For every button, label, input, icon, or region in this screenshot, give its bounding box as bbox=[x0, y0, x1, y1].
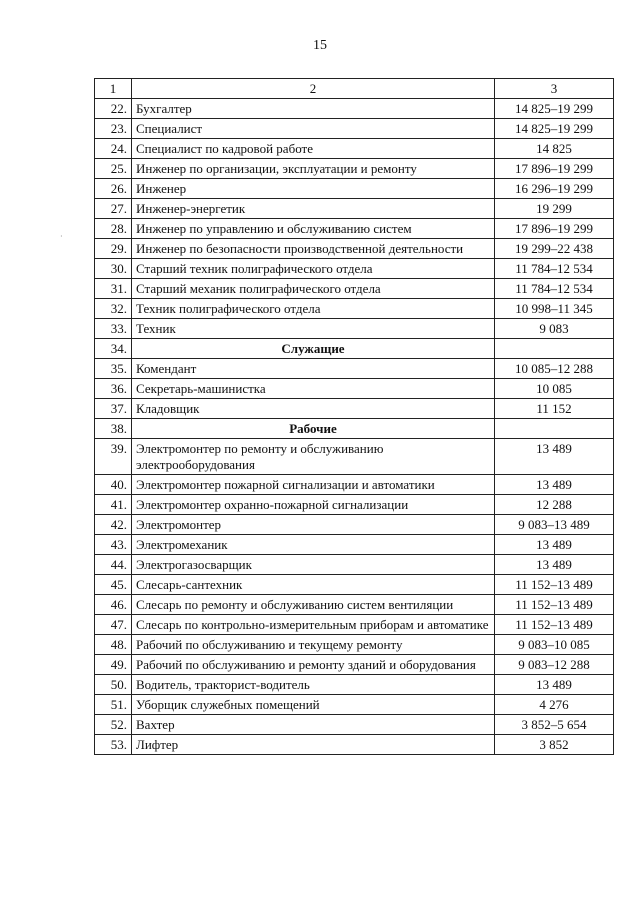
salary-value: 17 896–19 299 bbox=[495, 159, 614, 179]
position-name: Специалист bbox=[132, 119, 495, 139]
position-name: Специалист по кадровой работе bbox=[132, 139, 495, 159]
row-number: 50. bbox=[95, 675, 132, 695]
salary-value: 14 825 bbox=[495, 139, 614, 159]
table-row bbox=[95, 219, 614, 239]
page-number: 15 bbox=[313, 38, 327, 53]
salary-value: 11 152–13 489 bbox=[495, 615, 614, 635]
salary-value: 9 083–13 489 bbox=[495, 515, 614, 535]
row-number: 34. bbox=[95, 339, 132, 359]
header-cell-value: 3 bbox=[495, 79, 614, 99]
salary-value: 16 296–19 299 bbox=[495, 179, 614, 199]
salary-value: 12 288 bbox=[495, 495, 614, 515]
salary-value: 9 083 bbox=[495, 319, 614, 339]
position-name: Инженер по управлению и обслуживанию систем bbox=[132, 219, 495, 239]
section-row bbox=[95, 419, 614, 439]
position-name: Слесарь по ремонту и обслуживанию систем вентиляции bbox=[132, 595, 495, 615]
table-row bbox=[95, 635, 614, 655]
salary-value: 14 825–19 299 bbox=[495, 119, 614, 139]
table-row bbox=[95, 359, 614, 379]
position-name: Электромонтер пожарной сигнализации и автоматики bbox=[132, 475, 495, 495]
table-row bbox=[95, 319, 614, 339]
salary-value: 9 083–12 288 bbox=[495, 655, 614, 675]
row-number: 35. bbox=[95, 359, 132, 379]
salary-value: 10 085–12 288 bbox=[495, 359, 614, 379]
table-row bbox=[95, 715, 614, 735]
table-row bbox=[95, 655, 614, 675]
salary-value: 13 489 bbox=[495, 675, 614, 695]
salary-value: 4 276 bbox=[495, 695, 614, 715]
row-number: 40. bbox=[95, 475, 132, 495]
table-row bbox=[95, 379, 614, 399]
row-number: 33. bbox=[95, 319, 132, 339]
salary-value: 19 299 bbox=[495, 199, 614, 219]
margin-mark: · bbox=[60, 232, 63, 241]
table-row bbox=[95, 139, 614, 159]
row-number: 22. bbox=[95, 99, 132, 119]
position-name: Инженер bbox=[132, 179, 495, 199]
row-number: 38. bbox=[95, 419, 132, 439]
position-name: Бухгалтер bbox=[132, 99, 495, 119]
row-number: 25. bbox=[95, 159, 132, 179]
header-cell-name: 2 bbox=[132, 79, 495, 99]
table-row bbox=[95, 555, 614, 575]
position-name: Слесарь-сантехник bbox=[132, 575, 495, 595]
table-row bbox=[95, 119, 614, 139]
row-number: 43. bbox=[95, 535, 132, 555]
position-name: Рабочий по обслуживанию и текущему ремонту bbox=[132, 635, 495, 655]
row-number: 42. bbox=[95, 515, 132, 535]
table-row bbox=[95, 695, 614, 715]
table-row bbox=[95, 575, 614, 595]
row-number: 30. bbox=[95, 259, 132, 279]
row-number: 41. bbox=[95, 495, 132, 515]
table-row bbox=[95, 515, 614, 535]
salary-value: 13 489 bbox=[495, 439, 614, 475]
section-title: Рабочие bbox=[132, 419, 495, 439]
table-row bbox=[95, 475, 614, 495]
table-row bbox=[95, 535, 614, 555]
salary-value: 11 152 bbox=[495, 399, 614, 419]
position-name: Электрогазосварщик bbox=[132, 555, 495, 575]
salary-value: 13 489 bbox=[495, 555, 614, 575]
salary-value: 10 998–11 345 bbox=[495, 299, 614, 319]
position-name: Электромеханик bbox=[132, 535, 495, 555]
position-name: Инженер по безопасности производственной деятельности bbox=[132, 239, 495, 259]
row-number: 36. bbox=[95, 379, 132, 399]
position-name: Старший механик полиграфического отдела bbox=[132, 279, 495, 299]
position-name: Комендант bbox=[132, 359, 495, 379]
salary-value bbox=[495, 419, 614, 439]
table-row bbox=[95, 615, 614, 635]
row-number: 37. bbox=[95, 399, 132, 419]
row-number: 32. bbox=[95, 299, 132, 319]
row-number: 51. bbox=[95, 695, 132, 715]
salary-value: 13 489 bbox=[495, 475, 614, 495]
row-number: 28. bbox=[95, 219, 132, 239]
table-row bbox=[95, 595, 614, 615]
position-name: Инженер по организации, эксплуатации и ремонту bbox=[132, 159, 495, 179]
salary-value: 9 083–10 085 bbox=[495, 635, 614, 655]
row-number: 52. bbox=[95, 715, 132, 735]
header-cell-num: 1 bbox=[95, 79, 132, 99]
position-name: Техник bbox=[132, 319, 495, 339]
row-number: 23. bbox=[95, 119, 132, 139]
table-row bbox=[95, 279, 614, 299]
table-row bbox=[95, 99, 614, 119]
table-header-row bbox=[95, 79, 614, 99]
salary-value: 11 152–13 489 bbox=[495, 575, 614, 595]
table-row bbox=[95, 399, 614, 419]
row-number: 26. bbox=[95, 179, 132, 199]
position-name: Электромонтер bbox=[132, 515, 495, 535]
table-row bbox=[95, 259, 614, 279]
row-number: 45. bbox=[95, 575, 132, 595]
salary-value: 11 152–13 489 bbox=[495, 595, 614, 615]
row-number: 53. bbox=[95, 735, 132, 755]
position-name: Рабочий по обслуживанию и ремонту зданий и оборудования bbox=[132, 655, 495, 675]
position-name: Водитель, тракторист-водитель bbox=[132, 675, 495, 695]
position-name: Старший техник полиграфического отдела bbox=[132, 259, 495, 279]
position-name: Техник полиграфического отдела bbox=[132, 299, 495, 319]
position-name: Лифтер bbox=[132, 735, 495, 755]
position-name: Электромонтер охранно-пожарной сигнализации bbox=[132, 495, 495, 515]
salary-value: 19 299–22 438 bbox=[495, 239, 614, 259]
position-name: Секретарь-машинистка bbox=[132, 379, 495, 399]
row-number: 31. bbox=[95, 279, 132, 299]
row-number: 48. bbox=[95, 635, 132, 655]
position-name: Кладовщик bbox=[132, 399, 495, 419]
table-body bbox=[95, 79, 614, 755]
section-row bbox=[95, 339, 614, 359]
salary-value: 11 784–12 534 bbox=[495, 259, 614, 279]
position-name: Уборщик служебных помещений bbox=[132, 695, 495, 715]
section-title: Служащие bbox=[132, 339, 495, 359]
table-row bbox=[95, 159, 614, 179]
row-number: 44. bbox=[95, 555, 132, 575]
table-row bbox=[95, 179, 614, 199]
salary-value bbox=[495, 339, 614, 359]
salary-value: 3 852 bbox=[495, 735, 614, 755]
table-row bbox=[95, 199, 614, 219]
table-row bbox=[95, 239, 614, 259]
salary-value: 14 825–19 299 bbox=[495, 99, 614, 119]
salary-value: 17 896–19 299 bbox=[495, 219, 614, 239]
row-number: 46. bbox=[95, 595, 132, 615]
salary-value: 11 784–12 534 bbox=[495, 279, 614, 299]
salary-value: 3 852–5 654 bbox=[495, 715, 614, 735]
table-row bbox=[95, 439, 614, 475]
table-row bbox=[95, 675, 614, 695]
table-row bbox=[95, 299, 614, 319]
position-name: Электромонтер по ремонту и обслуживанию электрооборудования bbox=[132, 439, 495, 475]
row-number: 47. bbox=[95, 615, 132, 635]
row-number: 24. bbox=[95, 139, 132, 159]
salary-value: 10 085 bbox=[495, 379, 614, 399]
row-number: 39. bbox=[95, 439, 132, 475]
table-row bbox=[95, 495, 614, 515]
position-name: Вахтер bbox=[132, 715, 495, 735]
position-name: Слесарь по контрольно-измерительным приборам и автоматике bbox=[132, 615, 495, 635]
salary-table bbox=[94, 78, 614, 755]
table-row bbox=[95, 735, 614, 755]
row-number: 29. bbox=[95, 239, 132, 259]
salary-value: 13 489 bbox=[495, 535, 614, 555]
row-number: 27. bbox=[95, 199, 132, 219]
position-name: Инженер-энергетик bbox=[132, 199, 495, 219]
row-number: 49. bbox=[95, 655, 132, 675]
